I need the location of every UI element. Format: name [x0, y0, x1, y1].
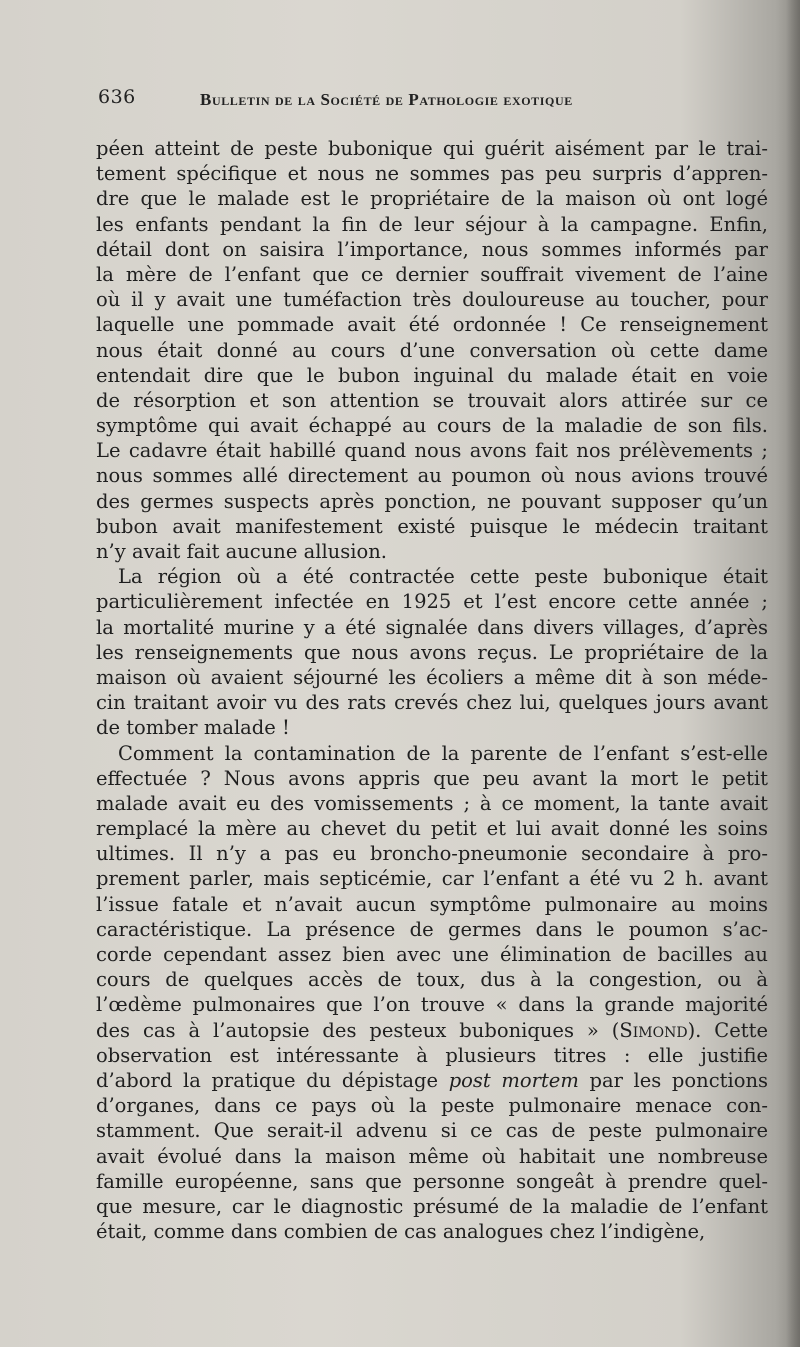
latin-term: post mortem — [448, 1068, 579, 1092]
page-number: 636 — [98, 86, 136, 108]
text-line: corde cependant assez bien avec une élimination de bacilles au — [96, 943, 768, 966]
text-line: avait évolué dans la maison même où habitait une nombreuse — [96, 1144, 768, 1168]
page-edge-shadow — [786, 0, 800, 1347]
text-line: maison où avaient séjourné les écoliers a même dit à son méde- — [96, 665, 768, 689]
text-line: effectuée ? Nous avons appris que peu avant la mort le petit — [96, 766, 768, 790]
text-line: laquelle une pommade avait été ordonnée ! Ce renseignement — [96, 313, 768, 337]
text-line: nous sommes allé directement au poumon où nous avions trouvé — [96, 464, 768, 488]
text-line: cin traitant avoir vu des rats crevés chez lui, quelques jours avant — [96, 691, 768, 715]
text-line: n’y avait fait aucune allusion. — [96, 540, 387, 563]
text-line: les renseignements que nous avons reçus. Le propriétaire de la — [96, 640, 768, 664]
text-line: nous était donné au cours d’une conversation où cette dame — [96, 338, 768, 362]
text-line: péen atteint de peste bubonique qui guérit aisément par le trai- — [96, 137, 768, 160]
text-line: symptôme qui avait échappé au cours de la maladie de son fils. — [96, 414, 768, 438]
author-citation: Simond — [619, 1018, 688, 1042]
text-line: l’issue fatale et n’avait aucun symptôme pulmonaire au moins — [96, 892, 768, 916]
text-line: que mesure, car le diagnostic présumé de la maladie de l’enfant — [96, 1194, 768, 1218]
text-line: de tomber malade ! — [96, 716, 290, 740]
text-line: des germes suspects après ponction, ne pouvant supposer qu’un — [96, 489, 768, 513]
text-line: caractéristique. La présence de germes dans le poumon s’ac- — [96, 917, 768, 941]
text-line: l’œdème pulmonaires que l’on trouve « dans la grande majorité — [96, 993, 768, 1017]
text-line: particulièrement infectée en 1925 et l’est encore cette année ; — [96, 590, 768, 614]
text-line: ultimes. Il n’y a pas eu broncho-pneumonie secondaire à pro- — [96, 842, 768, 866]
text-line: dre que le malade est le propriétaire de la maison où ont logé — [96, 187, 768, 211]
text-line: Comment la contamination de la parente de l’enfant s’est-elle — [118, 741, 768, 765]
text-line: observation est intéressante à plusieurs titres : elle justifie — [96, 1043, 768, 1067]
text-line: où il y avait une tuméfaction très douloureuse au toucher, pour — [96, 288, 768, 312]
paragraph — [96, 741, 768, 1245]
text-line: entendait dire que le bubon inguinal du malade était en voie — [96, 363, 768, 387]
page-header — [98, 86, 658, 114]
text-line: malade avait eu des vomissements ; à ce moment, la tante avait — [96, 791, 768, 815]
text-line: les enfants pendant la fin de leur séjour à la campagne. Enfin, — [96, 212, 768, 236]
running-title: Bulletin de la Société de Pathologie exotique — [200, 90, 573, 109]
body-text — [96, 136, 768, 1244]
text-line: bubon avait manifestement existé puisque le médecin traitant — [96, 514, 768, 538]
text-line: cours de quelques accès de toux, dus à la congestion, ou à — [96, 968, 768, 992]
text-line: de résorption et son attention se trouvait alors attirée sur ce — [96, 388, 768, 412]
text-line: d’organes, dans ce pays où la peste pulmonaire menace con- — [96, 1094, 768, 1118]
text-line: était, comme dans combien de cas analogues chez l’indigène, — [96, 1220, 706, 1244]
paragraph — [96, 564, 768, 740]
text-line: prement parler, mais septicémie, car l’enfant a été vu 2 h. avant — [96, 867, 768, 891]
text-line: La région où a été contractée cette peste bubonique était — [118, 565, 768, 589]
text-line: stamment. Que serait-il advenu si ce cas de peste pulmonaire — [96, 1119, 768, 1143]
text-line: Le cadavre était habillé quand nous avons fait nos prélèvements ; — [96, 439, 768, 463]
text-line: détail dont on saisira l’importance, nous sommes informés par — [96, 237, 768, 261]
text-line: tement spécifique et nous ne sommes pas peu surpris d’appren- — [96, 162, 768, 186]
paragraph — [96, 136, 768, 564]
text-line: la mère de l’enfant que ce dernier souffrait vivement de l’aine — [96, 262, 768, 286]
text-line: des cas à l’autopsie des pesteux buboniques » (Simond). Cette — [96, 1018, 768, 1042]
text-line: remplacé la mère au chevet du petit et lui avait donné les soins — [96, 817, 768, 841]
text-line: famille européenne, sans que personne songeât à prendre quel- — [96, 1169, 768, 1193]
text-line: la mortalité murine y a été signalée dans divers villages, d’après — [96, 615, 768, 639]
text-line: d’abord la pratique du dépistage post mortem par les ponctions — [96, 1068, 769, 1092]
